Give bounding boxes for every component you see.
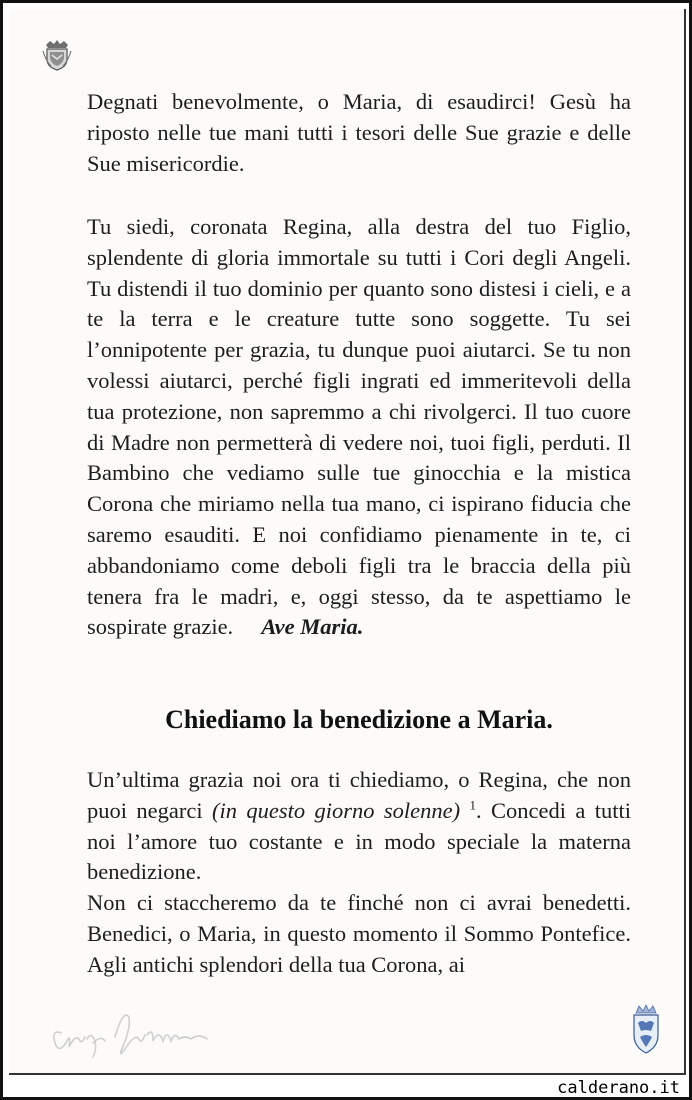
paragraph-text-continued: . Concedi a tutti noi l’amore tuo costante e in modo speciale la materna benedizione. xyxy=(87,797,631,885)
footnote-marker: 1 xyxy=(469,797,476,813)
prayer-paragraph-3 xyxy=(87,765,631,981)
prayer-paragraph-1 xyxy=(87,87,631,179)
italic-note: (in questo giorno solenne) xyxy=(211,797,461,823)
coat-of-arms-icon xyxy=(629,1003,663,1055)
coat-of-arms-icon xyxy=(42,39,72,71)
section-heading: Chiediamo la benedizione a Maria. xyxy=(165,705,553,734)
paragraph-text: Degnati benevolmente, o Maria, di esaudirci! Gesù ha riposto nelle tue mani tutti i tesori delle Sue grazie e delle Sue misericordie. xyxy=(87,89,631,176)
signature-icon xyxy=(49,999,219,1059)
paragraph-text: Tu siedi, coronata Regina, alla destra del tuo Figlio, splendente di gloria immortale su tutti i Cori degli Angeli. Tu distendi il tuo dominio per quanto sono distesi i cieli, e a te la terra e le creature tutte sono soggette. Tu sei l’onnipotente per grazia, tu dunque puoi aiutarci. Se tu non volessi aiutarci, perché figli ingrati ed immeritevoli della tua protezione, non sapremmo a chi rivolgerci. Il tuo cuore di Madre non permetterà di vedere noi, tuoi figli, perduti. Il Bambino che vediamo sulle tue ginocchia e la mistica Corona che miriamo nella tua mano, ci ispirano fiducia che saremo esauditi. E noi confidiamo pienamente in te, ci abbandoniamo come deboli figli tra le braccia della più tenera fra le madri, e, oggi stesso, da te aspettiamo le sospirate grazie. xyxy=(87,214,631,640)
prayer-page xyxy=(9,9,686,1075)
source-credit: calderano.it xyxy=(557,1078,680,1098)
paragraph-4-text: Non ci staccheremo da te finché non ci avrai benedetti. Benedici, o Maria, in questo momento il Sommo Pontefice. Agli antichi splendori della tua Corona, ai xyxy=(87,890,631,977)
ave-maria-closing: Ave Maria. xyxy=(261,614,364,640)
prayer-paragraph-2 xyxy=(87,212,631,643)
paragraph-text: Un’ultima grazia noi ora ti chiediamo, o Regina, che non puoi negarci xyxy=(87,767,631,823)
